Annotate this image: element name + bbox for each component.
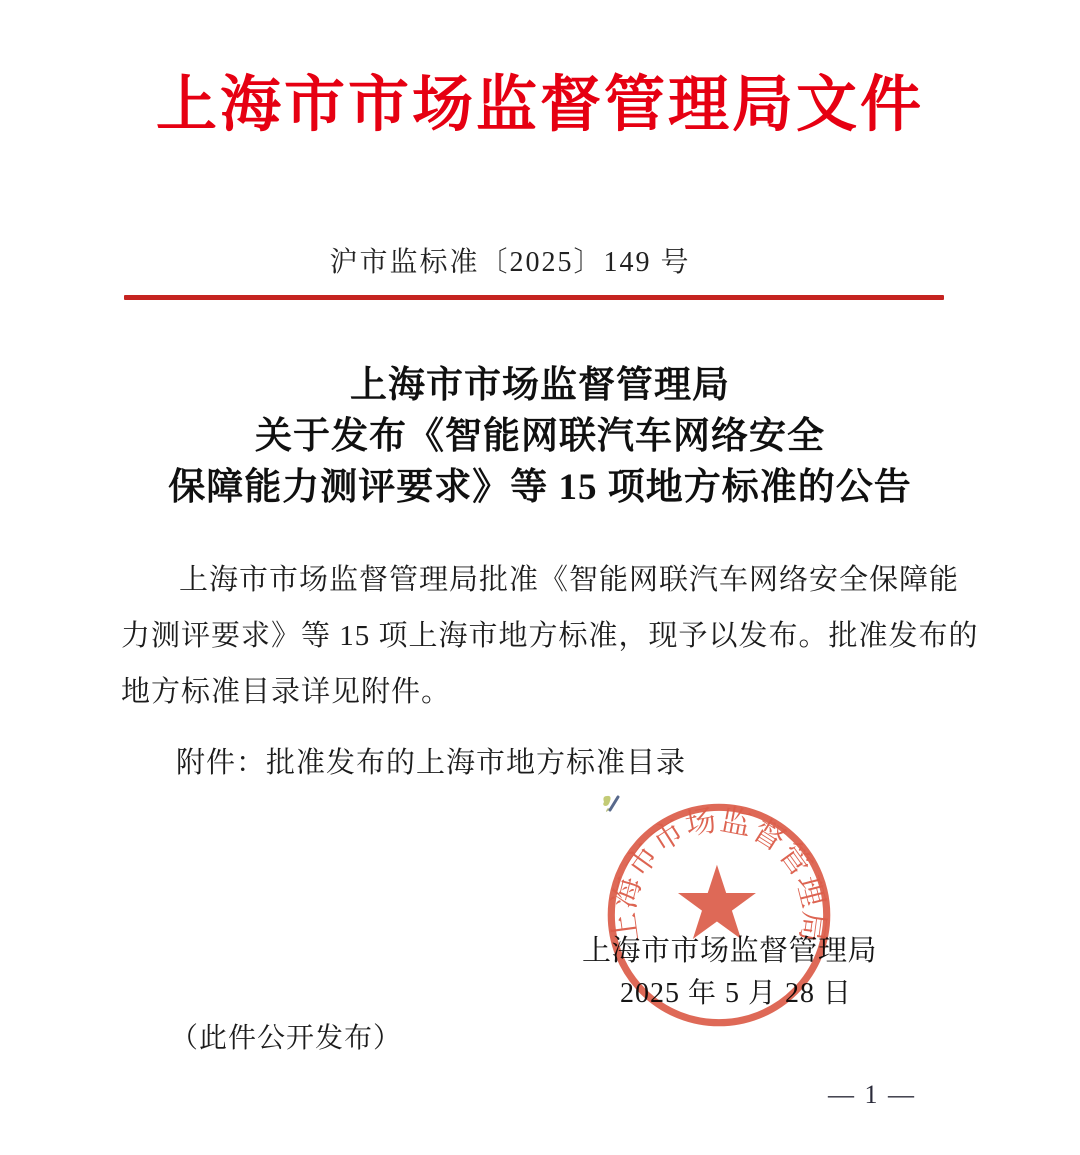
header-divider-line <box>124 295 944 300</box>
body-paragraph <box>121 552 979 720</box>
body-paragraph-line-2: 力测评要求》等 15 项上海市地方标准，现予以发布。批准发布的 <box>121 620 979 652</box>
seal-text: 上海市市场监督管理局 <box>606 802 832 946</box>
document-title <box>0 360 1080 513</box>
public-release-note: （此件公开发布） <box>170 1023 403 1054</box>
page-number: — 1 — <box>828 1080 916 1109</box>
official-red-seal <box>600 796 838 1034</box>
attachment-reference-line: 附件：批准发布的上海市地方标准目录 <box>176 747 687 779</box>
document-title-line-2: 关于发布《智能网联汽车网络安全 <box>255 416 825 457</box>
signature-date: 2025 年 5 月 28 日 <box>620 978 853 1009</box>
seal-star-icon <box>678 865 756 939</box>
document-number: 沪市监标准〔2025〕149 号 <box>329 247 691 278</box>
document-title-line-1: 上海市市场监督管理局 <box>350 365 730 406</box>
agency-header-title: 上海市市场监督管理局文件 <box>155 72 924 139</box>
body-paragraph-line-1: 上海市市场监督管理局批准《智能网联汽车网络安全保障能 <box>179 564 960 596</box>
document-title-line-3: 保障能力测评要求》等 15 项地方标准的公告 <box>168 467 912 508</box>
body-paragraph-line-3: 地方标准目录详见附件。 <box>121 676 452 708</box>
signature-issuer: 上海市市场监督管理局 <box>582 935 878 967</box>
